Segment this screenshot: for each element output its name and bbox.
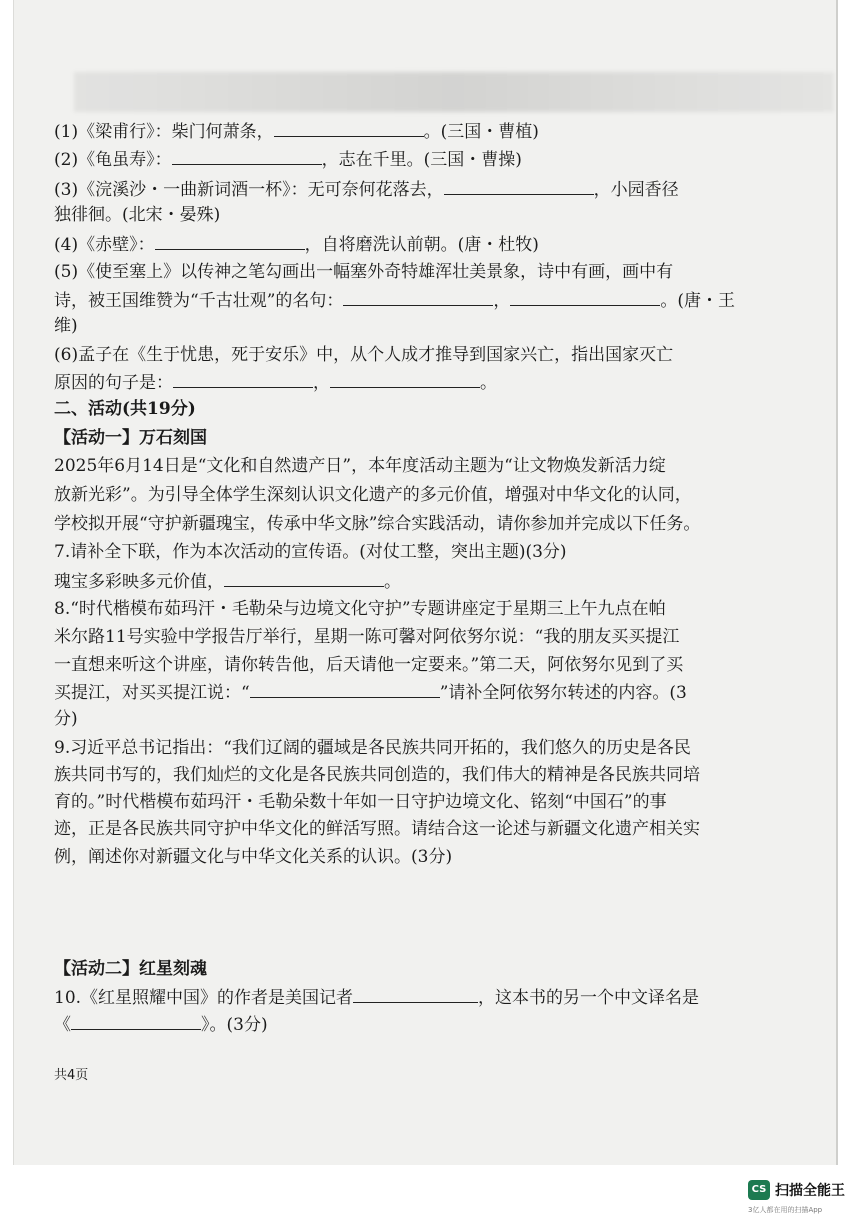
line-text: ，这本书的另一个中文译名是 bbox=[478, 988, 700, 1008]
line-text: ， bbox=[313, 373, 330, 393]
text-line-q8e bbox=[54, 708, 78, 730]
text-line-q9d bbox=[54, 818, 700, 840]
text-line-q6a bbox=[54, 344, 673, 366]
line-text: 例，阐述你对新疆文化与中华文化关系的认识。(3分) bbox=[54, 847, 453, 867]
line-text: ”请补全阿依努尔转述的内容。(3 bbox=[439, 683, 687, 703]
line-text: 。 bbox=[384, 572, 401, 592]
line-text: 独徘徊。(北宋・晏殊) bbox=[54, 205, 221, 225]
line-text: ，自将磨洗认前朝。(唐・杜牧) bbox=[304, 235, 539, 255]
answer-blank[interactable] bbox=[224, 570, 384, 587]
line-text: 族共同书写的，我们灿烂的文化是各民族共同创造的，我们伟大的精神是各民族共同培 bbox=[54, 765, 700, 785]
text-line-p1 bbox=[54, 455, 666, 477]
answer-blank[interactable] bbox=[274, 120, 424, 137]
line-text: 买提江，对买买提江说：“ bbox=[54, 683, 250, 703]
text-line-q5a bbox=[54, 261, 673, 283]
text-line-q7b bbox=[54, 570, 401, 593]
text-line-sec2 bbox=[54, 398, 196, 420]
text-line-q3b bbox=[54, 204, 220, 226]
app-name: 扫描全能王 bbox=[775, 1183, 845, 1199]
text-line-q8d bbox=[54, 681, 687, 704]
line-text: (4)《赤壁》： bbox=[54, 235, 155, 255]
text-line-q3a bbox=[54, 178, 679, 201]
text-line-p2 bbox=[54, 484, 692, 506]
line-text: 。 bbox=[480, 373, 497, 393]
answer-blank[interactable] bbox=[71, 1013, 201, 1030]
answer-blank[interactable] bbox=[250, 681, 440, 698]
answer-blank[interactable] bbox=[343, 289, 493, 306]
app-slogan: 3亿人都在用的扫描App bbox=[748, 1206, 823, 1214]
line-text: 。(三国・曹植) bbox=[423, 122, 539, 142]
text-line-q8c bbox=[54, 654, 683, 676]
line-text: 《 bbox=[54, 1015, 71, 1035]
line-text: (6)孟子在《生于忧患，死于安乐》中，从个人成才推导到国家兴亡，指出国家灭亡 bbox=[54, 345, 674, 365]
text-line-q8a bbox=[54, 598, 666, 620]
line-text: ，小园香径 bbox=[593, 180, 679, 200]
line-text: 放新光彩”。为引导全体学生深刻认识文化遗产的多元价值，增强对中华文化的认同， bbox=[54, 485, 692, 505]
line-text: 维) bbox=[54, 316, 78, 336]
line-text: 迹，正是各民族共同守护中华文化的鲜活写照。请结合这一论述与新疆文化遗产相关实 bbox=[54, 819, 700, 839]
line-text: 7.请补全下联，作为本次活动的宣传语。(对仗工整，突出主题)(3分) bbox=[54, 542, 567, 562]
answer-blank[interactable] bbox=[172, 148, 322, 165]
text-line-q2 bbox=[54, 148, 522, 171]
line-text: (1)《梁甫行》：柴门何萧条， bbox=[54, 122, 274, 142]
text-line-q10a bbox=[54, 986, 699, 1009]
text-line-q5c bbox=[54, 315, 78, 337]
answer-blank[interactable] bbox=[173, 371, 313, 388]
scan-bleed-through bbox=[74, 72, 834, 112]
line-text: 诗，被王国维赞为“千古壮观”的名句： bbox=[54, 291, 344, 311]
line-text: 》。(3分) bbox=[201, 1015, 268, 1035]
line-text: 分) bbox=[54, 709, 78, 729]
line-text: 【活动一】万石刻国 bbox=[54, 428, 207, 448]
scanner-watermark bbox=[748, 1178, 860, 1218]
app-logo-icon: CS bbox=[748, 1180, 770, 1200]
answer-blank[interactable] bbox=[444, 178, 594, 195]
text-line-p3 bbox=[54, 513, 700, 535]
line-text: (2)《龟虽寿》： bbox=[54, 150, 172, 170]
answer-blank[interactable] bbox=[330, 371, 480, 388]
text-line-act2 bbox=[54, 958, 207, 980]
line-text: 原因的句子是： bbox=[54, 373, 173, 393]
text-line-q10b bbox=[54, 1013, 268, 1036]
answer-blank[interactable] bbox=[510, 289, 660, 306]
answer-blank[interactable] bbox=[353, 986, 478, 1003]
line-text: 9.习近平总书记指出：“我们辽阔的疆域是各民族共同开拓的，我们悠久的历史是各民 bbox=[54, 738, 691, 758]
text-line-q9b bbox=[54, 764, 700, 786]
text-line-act1 bbox=[54, 427, 207, 449]
text-line-q9c bbox=[54, 791, 667, 813]
text-line-q4 bbox=[54, 233, 539, 256]
line-text: (5)《使至塞上》以传神之笔勾画出一幅塞外奇特雄浑壮美景象，诗中有画，画中有 bbox=[54, 262, 674, 282]
text-line-q7 bbox=[54, 541, 567, 563]
line-text: 2025年6月14日是“文化和自然遗产日”，本年度活动主题为“让文物焕发新活力绽 bbox=[54, 456, 666, 476]
line-text: 学校拟开展“守护新疆瑰宝，传承中华文脉”综合实践活动，请你参加并完成以下任务。 bbox=[54, 514, 701, 534]
text-line-q9a bbox=[54, 737, 691, 759]
line-text: ，志在千里。(三国・曹操) bbox=[321, 150, 522, 170]
text-line-q5b bbox=[54, 289, 735, 312]
text-line-q8b bbox=[54, 626, 679, 648]
line-text: 二、活动(共19分) bbox=[54, 399, 196, 419]
text-line-q6b bbox=[54, 371, 497, 394]
line-text: 米尔路11号实验中学报告厅举行，星期一陈可馨对阿依努尔说：“我的朋友买买提江 bbox=[54, 627, 680, 647]
line-text: 【活动二】红星刻魂 bbox=[54, 959, 207, 979]
text-line-q1 bbox=[54, 120, 539, 143]
line-text: 8.“时代楷模布茹玛汗・毛勒朵与边境文化守护”专题讲座定于星期三上午九点在帕 bbox=[54, 599, 666, 619]
line-text: 一直想来听这个讲座，请你转告他，后天请他一定要来。”第二天，阿依努尔见到了买 bbox=[54, 655, 684, 675]
exam-page bbox=[14, 0, 836, 1165]
line-text: 瑰宝多彩映多元价值， bbox=[54, 572, 224, 592]
line-text: 10.《红星照耀中国》的作者是美国记者 bbox=[54, 988, 354, 1008]
line-text: (3)《浣溪沙・一曲新词酒一杯》：无可奈何花落去， bbox=[54, 180, 444, 200]
page-count: 共4页 bbox=[54, 1068, 89, 1083]
line-text: 育的。”时代楷模布茹玛汗・毛勒朵数十年如一日守护边境文化、铭刻“中国石”的事 bbox=[54, 792, 667, 812]
line-text: ， bbox=[493, 291, 511, 311]
text-line-q9e bbox=[54, 846, 452, 868]
line-text: 。(唐・王 bbox=[660, 291, 736, 311]
answer-blank[interactable] bbox=[155, 233, 305, 250]
